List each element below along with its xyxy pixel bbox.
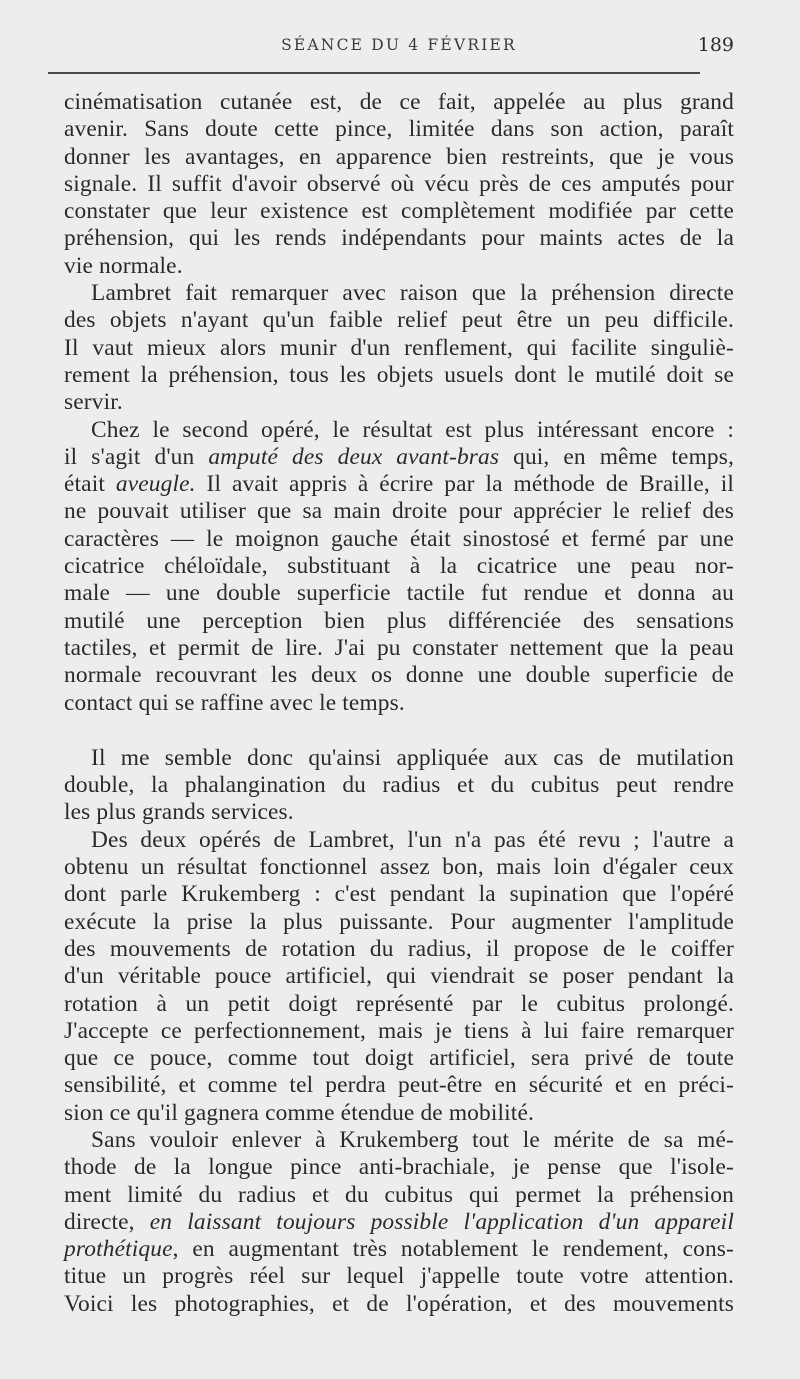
text-line: titue un progrès réel sur lequel j'appelle toute votre attention. bbox=[64, 1263, 734, 1290]
text-line: préhension, qui les rends indépendants pour maints actes de la bbox=[64, 225, 734, 252]
text-line: constater que leur existence est complètement modifiée par cette bbox=[64, 198, 734, 225]
text-line: vie normale. bbox=[64, 252, 183, 279]
text-line: rement la préhension, tous les objets usuels dont le mutilé doit se bbox=[64, 361, 734, 388]
text-line: était aveugle. Il avait appris à écrire par la méthode de Braille, il bbox=[64, 471, 735, 498]
text-line: dont parle Krukemberg : c'est pendant la supination que l'opéré bbox=[64, 881, 734, 908]
page-header bbox=[64, 30, 734, 58]
text-line: cinématisation cutanée est, de ce fait, appelée au plus grand bbox=[64, 89, 734, 115]
italic-text: amputé des deux avant-bras bbox=[208, 443, 500, 470]
running-head: SÉANCE DU 4 FÉVRIER bbox=[281, 36, 517, 54]
text-line: thode de la longue pince anti-brachiale, je pense que l'isole- bbox=[64, 1154, 734, 1181]
text-line: mutilé une perception bien plus différenciée des sensations bbox=[64, 607, 734, 634]
text-line: caractères — le moignon gauche était sinostosé et fermé par une bbox=[64, 525, 734, 552]
text-line: normale recouvrant les deux os donne une double superficie de bbox=[64, 662, 734, 689]
paragraph-6 bbox=[64, 1127, 734, 1318]
text-line: signale. Il suffit d'avoir observé où vécu près de ces amputés pour bbox=[64, 170, 734, 197]
italic-text: en laissant toujours possible l'application d'un appareil bbox=[149, 1208, 734, 1235]
text-line: male — une double superficie tactile fut rendue et donna au bbox=[64, 580, 734, 607]
text-line: exécute la prise la plus puissante. Pour augmenter l'amplitude bbox=[64, 908, 734, 935]
text-line: il s'agit d'un amputé des deux avant-bras qui, en même temps, bbox=[64, 443, 735, 470]
text-line: ne pouvait utiliser que sa main droite pour apprécier le relief des bbox=[64, 498, 734, 525]
text-line: double, la phalangination du radius et du cubitus peut rendre bbox=[64, 772, 734, 799]
text-line: sensibilité, et comme tel perdra peut-être en sécurité et en préci- bbox=[64, 1072, 734, 1099]
italic-text: prothétique bbox=[64, 1236, 173, 1263]
text-line: avenir. Sans doute cette pince, limitée dans son action, paraît bbox=[64, 116, 734, 143]
text-line: Voici les photographies, et de l'opération, et des mouvements bbox=[64, 1290, 734, 1317]
text-line: prothétique, en augmentant très notablement le rendement, cons- bbox=[64, 1236, 734, 1263]
text-line: obtenu un résultat fonctionnel assez bon, mais loin d'égaler ceux bbox=[64, 854, 734, 881]
text-line: des mouvements de rotation du radius, il propose de le coiffer bbox=[64, 935, 734, 962]
page-number: 189 bbox=[697, 34, 734, 56]
text-line: les plus grands services. bbox=[64, 799, 294, 826]
text-line: ment limité du radius et du cubitus qui permet la préhension bbox=[64, 1181, 734, 1208]
text-line: J'accepte ce perfectionnement, mais je tiens à lui faire remarquer bbox=[64, 1017, 734, 1044]
paragraph-2 bbox=[64, 280, 734, 416]
body-text bbox=[64, 89, 734, 1318]
text-line: donner les avantages, en apparence bien restreints, que je vous bbox=[64, 143, 734, 170]
header-rule bbox=[48, 72, 700, 74]
paragraph-4 bbox=[64, 745, 734, 827]
text-line: sion ce qu'il gagnera comme étendue de mobilité. bbox=[64, 1099, 534, 1126]
italic-text: aveugle. bbox=[115, 471, 196, 498]
paragraph-5 bbox=[64, 827, 734, 1127]
text-line: rotation à un petit doigt représenté par le cubitus prolongé. bbox=[64, 990, 734, 1017]
text-line: Des deux opérés de Lambret, l'un n'a pas été revu ; l'autre a bbox=[91, 826, 734, 853]
text-line: contact qui se raffine avec le temps. bbox=[64, 689, 405, 716]
text-line: Sans vouloir enlever à Krukemberg tout le mérite de sa mé- bbox=[91, 1126, 734, 1153]
text-line: Lambret fait remarquer avec raison que la préhension directe bbox=[91, 280, 734, 307]
text-line: servir. bbox=[64, 389, 123, 416]
text-line: Il vaut mieux alors munir d'un renflement, qui facilite singuliè- bbox=[64, 334, 734, 361]
paragraph-3 bbox=[64, 417, 734, 717]
text-line: que ce pouce, comme tout doigt artificiel, sera privé de toute bbox=[64, 1045, 734, 1072]
text-line: des objets n'ayant qu'un faible relief peut être un peu difficile. bbox=[64, 307, 734, 334]
text-line: Chez le second opéré, le résultat est plus intéressant encore : bbox=[91, 416, 734, 443]
text-line: tactiles, et permit de lire. J'ai pu constater nettement que la peau bbox=[64, 634, 734, 661]
text-line: cicatrice chéloïdale, substituant à la cicatrice une peau nor- bbox=[64, 553, 734, 580]
text-line: Il me semble donc qu'ainsi appliquée aux cas de mutilation bbox=[91, 744, 734, 771]
text-line: d'un véritable pouce artificiel, qui viendrait se poser pendant la bbox=[64, 963, 734, 990]
paragraph-1 bbox=[64, 89, 734, 280]
text-line: directe, en laissant toujours possible l'application d'un appareil bbox=[64, 1208, 734, 1235]
